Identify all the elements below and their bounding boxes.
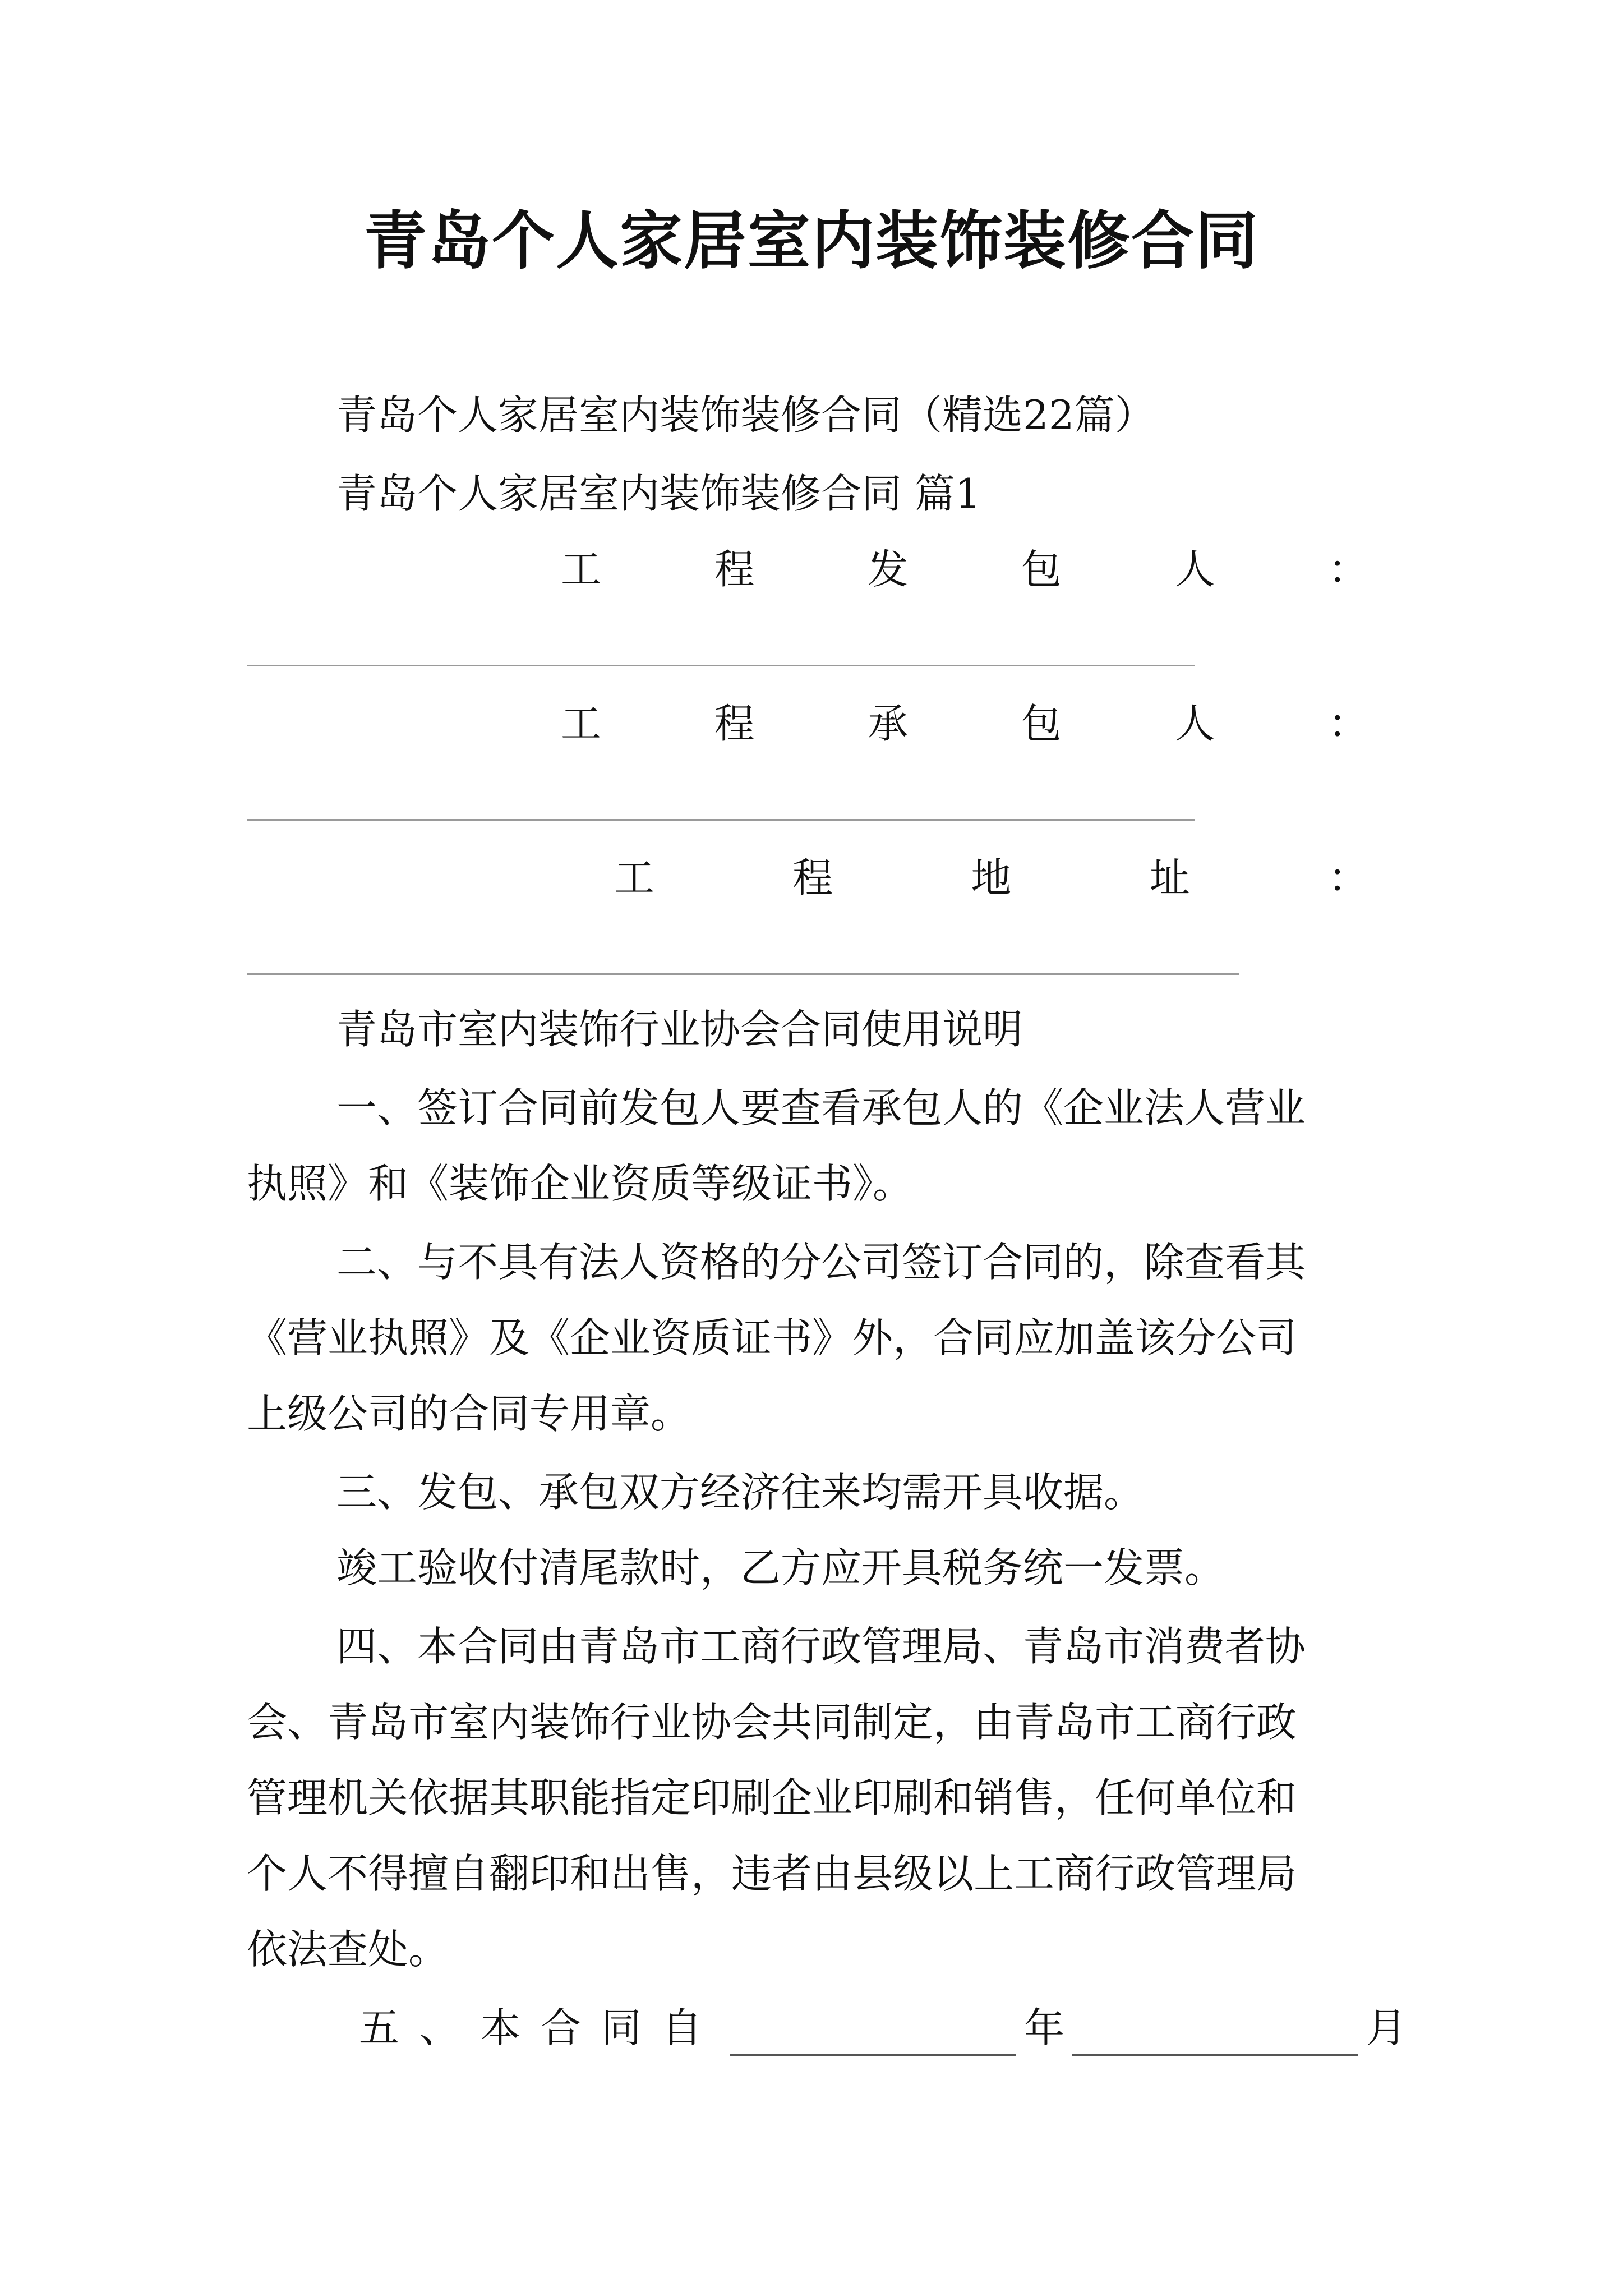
- label-char: 发: [868, 546, 909, 593]
- label-char: 承: [868, 700, 909, 747]
- paragraph-line: 四、本合同由青岛市工商行政管理局、青岛市消费者协: [336, 1623, 1306, 1670]
- label-char: 人: [1174, 700, 1215, 747]
- label-char: 包: [1021, 700, 1062, 747]
- paragraph-line: 三、发包、承包双方经济往来均需开具收据。: [336, 1469, 1145, 1516]
- paragraph-line: 依法查处。: [247, 1926, 449, 1973]
- label-char: 工: [614, 854, 655, 901]
- subtitle: 青岛个人家居室内装饰装修合同（精选22篇）: [336, 392, 1155, 439]
- label-char: 工: [561, 700, 602, 747]
- usage-title: 青岛市室内装饰行业协会合同使用说明: [336, 1006, 1023, 1053]
- paragraph-line: 会、青岛市室内装饰行业协会共同制定，由青岛市工商行政: [247, 1699, 1297, 1746]
- label-char: 工: [561, 546, 602, 593]
- year-label: 年: [1024, 2004, 1065, 2051]
- section-heading: 青岛个人家居室内装饰装修合同 篇1: [336, 470, 981, 517]
- label-char: ：: [1327, 700, 1368, 747]
- paragraph-line: 二、与不具有法人资格的分公司签订合同的，除查看其: [336, 1239, 1306, 1286]
- paragraph-line: 执照》和《装饰企业资质等级证书》。: [247, 1160, 914, 1207]
- paragraph-line: 一、签订合同前发包人要查看承包人的《企业法人营业: [336, 1084, 1306, 1131]
- label-char: 人: [1174, 546, 1215, 593]
- label-char: ：: [1327, 546, 1368, 593]
- document-title: 青岛个人家居室内装饰装修合同: [364, 204, 1259, 278]
- label-char: 包: [1021, 546, 1062, 593]
- year-blank[interactable]: [730, 2015, 1016, 2056]
- paragraph-line: 上级公司的合同专用章。: [247, 1390, 691, 1437]
- paragraph-line: 个人不得擅自翻印和出售，违者由县级以上工商行政管理局: [247, 1850, 1297, 1897]
- label-char: 地: [971, 854, 1012, 901]
- paragraph-five: [359, 2000, 1407, 2056]
- label-char: 程: [714, 546, 755, 593]
- contractor-blank-line[interactable]: [247, 819, 1195, 821]
- employer-field-label: [561, 541, 1368, 597]
- month-label: 月: [1366, 2004, 1407, 2051]
- contractor-field-label: [561, 696, 1368, 752]
- paragraph-line: 竣工验收付清尾款时，乙方应开具税务统一发票。: [336, 1544, 1225, 1591]
- label-char: 址: [1149, 854, 1190, 901]
- label-char: 程: [792, 854, 833, 901]
- label-char: 程: [714, 700, 755, 747]
- paragraph-line: 管理机关依据其职能指定印刷企业印刷和销售，任何单位和: [247, 1774, 1297, 1821]
- paragraph-line: 《营业执照》及《企业资质证书》外，合同应加盖该分公司: [247, 1314, 1297, 1361]
- month-blank[interactable]: [1072, 2015, 1358, 2056]
- label-char: ：: [1327, 854, 1368, 901]
- paragraph-five-lead: 五、本合同自: [359, 2004, 723, 2051]
- address-field-label: [614, 850, 1368, 906]
- employer-blank-line[interactable]: [247, 665, 1195, 666]
- address-blank-line[interactable]: [247, 973, 1239, 975]
